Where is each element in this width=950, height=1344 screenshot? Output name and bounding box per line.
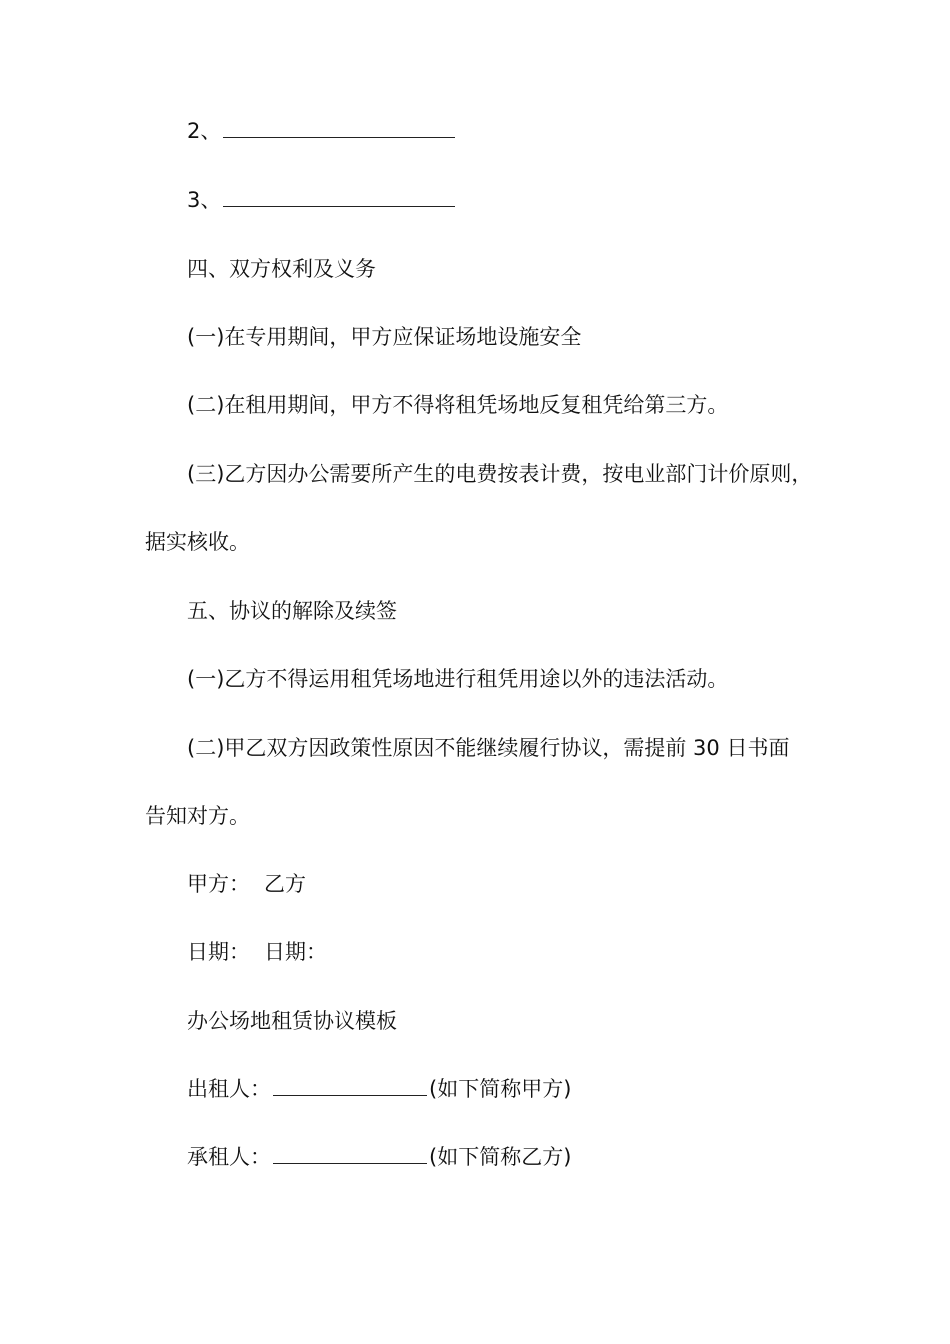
- section-5-heading: 五、协议的解除及续签: [187, 599, 397, 623]
- lessee-note: (如下简称乙方): [429, 1145, 572, 1169]
- date-a-label: 日期：: [187, 940, 250, 964]
- item-3-blank: [223, 186, 455, 207]
- section-5-clause-2-line-1: (二)甲乙双方因政策性原因不能继续履行协议，需提前 30 日书面: [187, 736, 790, 760]
- signature-parties: [187, 869, 306, 899]
- date-b-label: 日期：: [264, 940, 327, 964]
- item-3-number: 3、: [187, 188, 222, 212]
- section-4-clause-1: (一)在专用期间，甲方应保证场地设施安全: [187, 325, 582, 349]
- section-5-clause-1: (一)乙方不得运用租凭场地进行租凭用途以外的违法活动。: [187, 667, 729, 691]
- item-2-blank: [223, 117, 455, 138]
- section-5-clause-2-line-2: 告知对方。: [145, 804, 250, 828]
- lessor-label: 出租人：: [187, 1077, 271, 1101]
- section-4-heading: 四、双方权利及义务: [187, 257, 376, 281]
- section-4-clause-2: (二)在租用期间，甲方不得将租凭场地反复租凭给第三方。: [187, 393, 729, 417]
- section-4-clause-3-line-2: 据实核收。: [145, 530, 250, 554]
- item-2-line: [187, 116, 457, 146]
- lessor-line: [187, 1074, 571, 1104]
- item-3-line: [187, 185, 457, 215]
- item-2-number: 2、: [187, 119, 222, 143]
- signature-dates: [187, 937, 327, 967]
- lessee-label: 承租人：: [187, 1145, 271, 1169]
- party-a-label: 甲方：: [187, 872, 250, 896]
- lessee-blank: [273, 1143, 427, 1164]
- template-title: 办公场地租赁协议模板: [187, 1009, 397, 1033]
- party-b-label: 乙方: [264, 872, 306, 896]
- lessee-line: [187, 1142, 571, 1172]
- section-4-clause-3-line-1: (三)乙方因办公需要所产生的电费按表计费，按电业部门计价原则，: [187, 462, 813, 486]
- lessor-note: (如下简称甲方): [429, 1077, 572, 1101]
- lessor-blank: [273, 1075, 427, 1096]
